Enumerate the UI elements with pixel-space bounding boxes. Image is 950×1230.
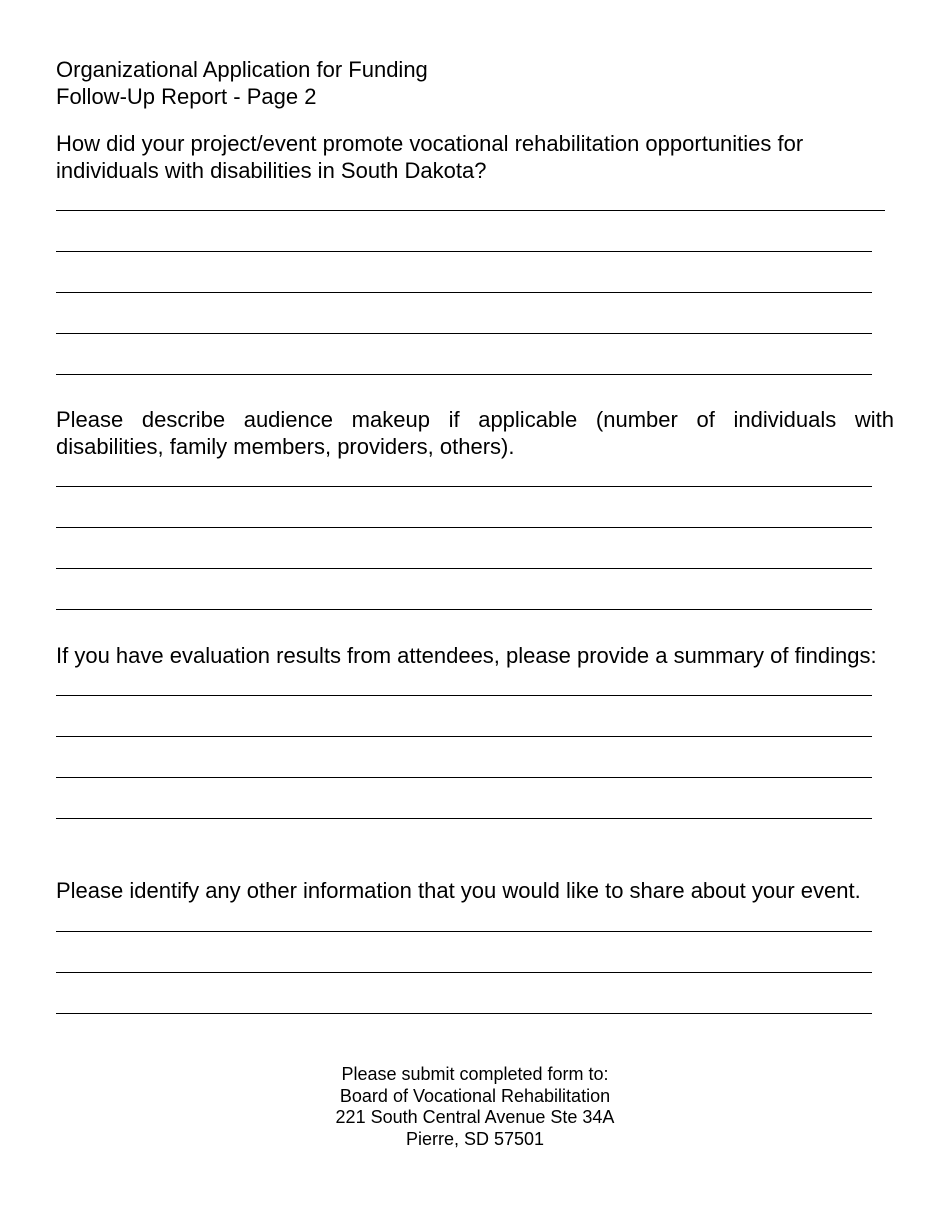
form-subtitle: Follow-Up Report - Page 2 [56,84,317,109]
question-evaluation: If you have evaluation results from attendees, please provide a summary of findings: [56,643,877,668]
answer-line[interactable] [56,1013,872,1014]
answer-line[interactable] [56,777,872,778]
answer-line[interactable] [56,210,885,211]
question-other-info: Please identify any other information that you would like to share about your event. [56,878,861,903]
answer-line[interactable] [56,695,872,696]
question-section-promotion [56,130,894,184]
submit-instruction: Please submit completed form to: [341,1064,609,1084]
submission-address [0,1064,950,1150]
street-address: 221 South Central Avenue Ste 34A [335,1107,615,1127]
city-state-zip: Pierre, SD 57501 [405,1128,545,1149]
answer-line[interactable] [56,609,872,610]
answer-line[interactable] [56,527,872,528]
form-title: Organizational Application for Funding [56,57,428,82]
form-header [56,56,428,110]
answer-line[interactable] [56,333,872,334]
answer-line[interactable] [56,736,872,737]
answer-line[interactable] [56,568,872,569]
answer-line[interactable] [56,251,872,252]
question-audience: Please describe audience makeup if applicable (number of individuals with disabilities, family members, providers, others). [56,407,894,459]
answer-line[interactable] [56,972,872,973]
organization-name: Board of Vocational Rehabilitation [339,1085,611,1106]
answer-line[interactable] [56,292,872,293]
answer-line[interactable] [56,374,872,375]
question-promotion: How did your project/event promote vocational rehabilitation opportunities for individuals with disabilities in South Dakota? [56,131,804,183]
question-section-audience [56,406,894,460]
question-section-evaluation [56,642,894,669]
answer-line[interactable] [56,486,872,487]
answer-line[interactable] [56,818,872,819]
answer-line[interactable] [56,931,872,932]
question-section-other-info [56,877,894,904]
